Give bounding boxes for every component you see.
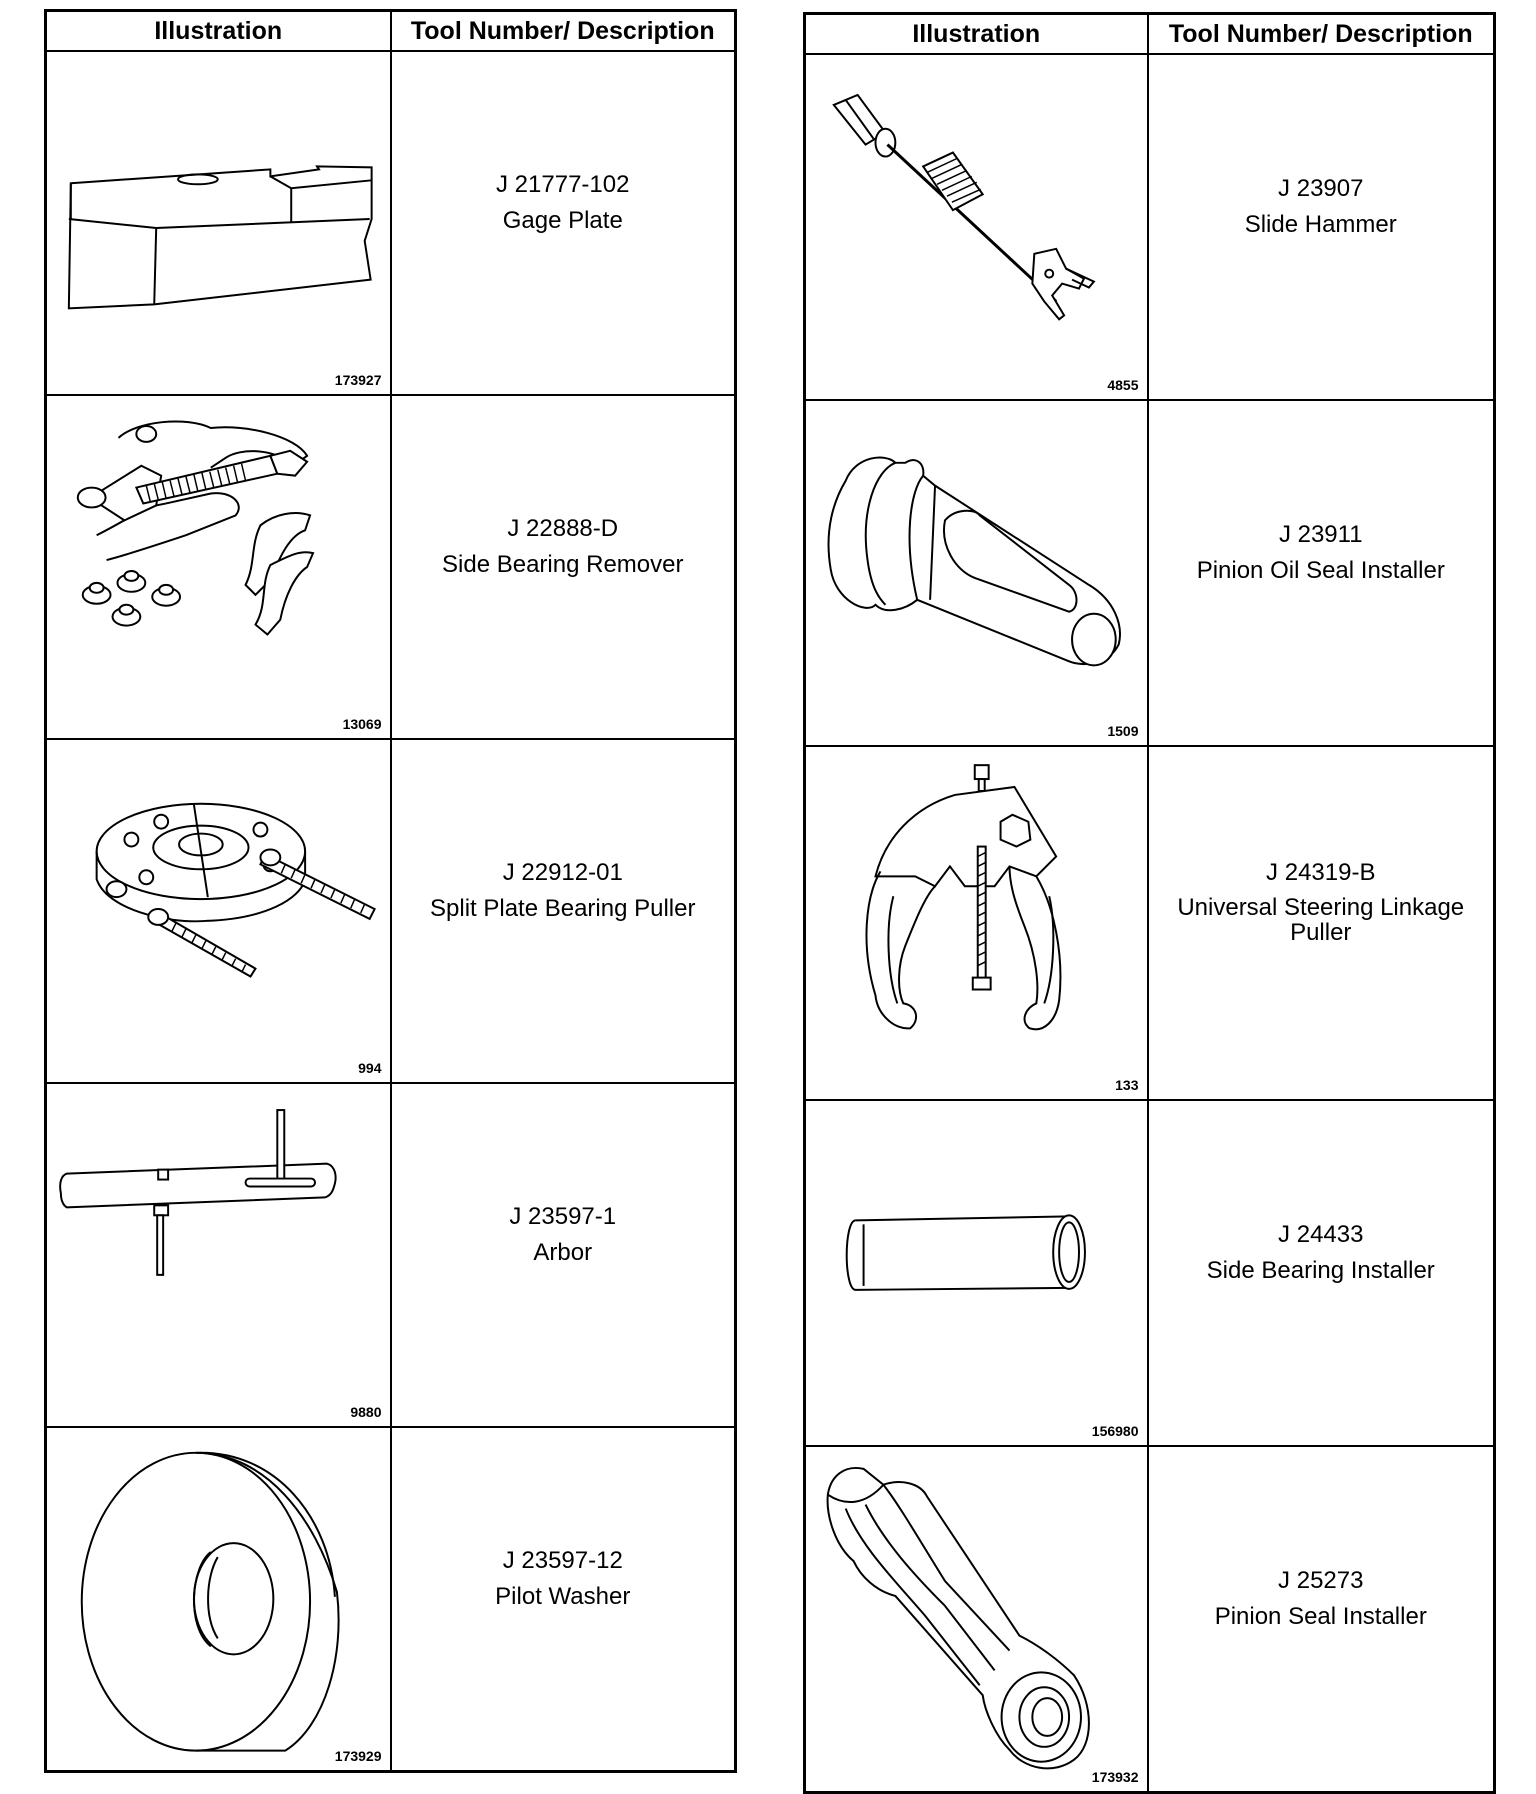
tool-number: J 23597-12 <box>502 1546 623 1574</box>
tool-number-header: Tool Number/ Description <box>391 11 736 52</box>
tool-number: J 22912-01 <box>502 859 623 886</box>
side-bearing-remover-icon <box>47 396 390 738</box>
arbor-icon <box>47 1084 390 1426</box>
description-cell <box>391 51 736 395</box>
gage-plate-icon <box>47 52 390 394</box>
illustration-cell <box>805 1100 1148 1446</box>
illustration-cell <box>805 1446 1148 1792</box>
illustration-header: Illustration <box>46 11 391 52</box>
illustration-header: Illustration <box>805 14 1148 55</box>
tool-description: Pinion Oil Seal Installer <box>1196 557 1445 584</box>
tool-description: Side Bearing Installer <box>1206 1257 1435 1284</box>
pilot-washer-icon <box>47 1428 390 1770</box>
table-header-row <box>46 11 736 52</box>
tool-table-right <box>803 12 1496 1794</box>
tool-number: J 23911 <box>1278 521 1363 548</box>
table-row <box>46 51 736 395</box>
tool-description: Split Plate Bearing Puller <box>430 895 696 922</box>
tool-description: Slide Hammer <box>1244 211 1397 238</box>
table-row <box>805 1100 1495 1446</box>
tool-description: Gage Plate <box>502 207 623 234</box>
figure-number: 9880 <box>350 1404 382 1420</box>
figure-number: 173929 <box>334 1747 382 1764</box>
tool-description: Side Bearing Remover <box>442 551 684 578</box>
tool-description: Arbor <box>533 1239 593 1266</box>
illustration-cell <box>805 54 1148 400</box>
tool-number-header: Tool Number/ Description <box>1148 14 1495 55</box>
table-row <box>46 739 736 1083</box>
figure-number: 4855 <box>1107 377 1139 393</box>
tool-description: Universal Steering Linkage Puller <box>1177 894 1465 946</box>
description-cell <box>391 1083 736 1427</box>
tool-number: J 22888-D <box>507 515 619 542</box>
figure-number: 994 <box>358 1060 382 1076</box>
description-cell <box>1148 1100 1495 1446</box>
tool-number: J 23597-1 <box>509 1203 617 1230</box>
tool-number: J 25273 <box>1278 1566 1364 1594</box>
figure-number: 1509 <box>1107 723 1139 739</box>
figure-number: 173927 <box>334 372 382 388</box>
tool-description: Pinion Seal Installer <box>1214 1602 1427 1630</box>
side-bearing-installer-icon <box>806 1101 1147 1445</box>
illustration-cell <box>46 739 391 1083</box>
illustration-cell <box>46 395 391 739</box>
table-header-row <box>805 14 1495 55</box>
description-cell <box>1148 54 1495 400</box>
table-row <box>46 395 736 739</box>
figure-number: 156980 <box>1091 1423 1139 1439</box>
illustration-cell <box>805 746 1148 1100</box>
slide-hammer-icon <box>806 55 1147 399</box>
figure-number: 173932 <box>1091 1768 1139 1785</box>
pinion-seal-installer-icon <box>806 1447 1147 1791</box>
description-cell <box>1148 400 1495 746</box>
tool-number: J 23907 <box>1278 175 1364 202</box>
split-plate-bearing-puller-icon <box>47 740 390 1082</box>
table-row <box>805 1446 1495 1792</box>
pinion-oil-seal-installer-icon <box>806 401 1147 745</box>
tool-number: J 24319-B <box>1266 859 1376 886</box>
tool-number: J 24433 <box>1278 1221 1364 1248</box>
figure-number: 133 <box>1115 1077 1139 1093</box>
figure-number: 13069 <box>342 716 382 732</box>
table-row <box>805 54 1495 400</box>
description-cell <box>391 1427 736 1771</box>
description-cell <box>391 395 736 739</box>
table-row <box>46 1083 736 1427</box>
table-row <box>805 746 1495 1100</box>
table-row <box>805 400 1495 746</box>
illustration-cell <box>46 1427 391 1771</box>
table-row <box>46 1427 736 1771</box>
description-cell <box>391 739 736 1083</box>
illustration-cell <box>46 1083 391 1427</box>
steering-linkage-puller-icon <box>806 747 1147 1099</box>
description-cell <box>1148 746 1495 1100</box>
tool-number: J 21777-102 <box>496 171 630 198</box>
tool-description: Pilot Washer <box>495 1582 631 1610</box>
tool-table-left <box>44 9 737 1773</box>
description-cell <box>1148 1446 1495 1792</box>
illustration-cell <box>805 400 1148 746</box>
illustration-cell <box>46 51 391 395</box>
